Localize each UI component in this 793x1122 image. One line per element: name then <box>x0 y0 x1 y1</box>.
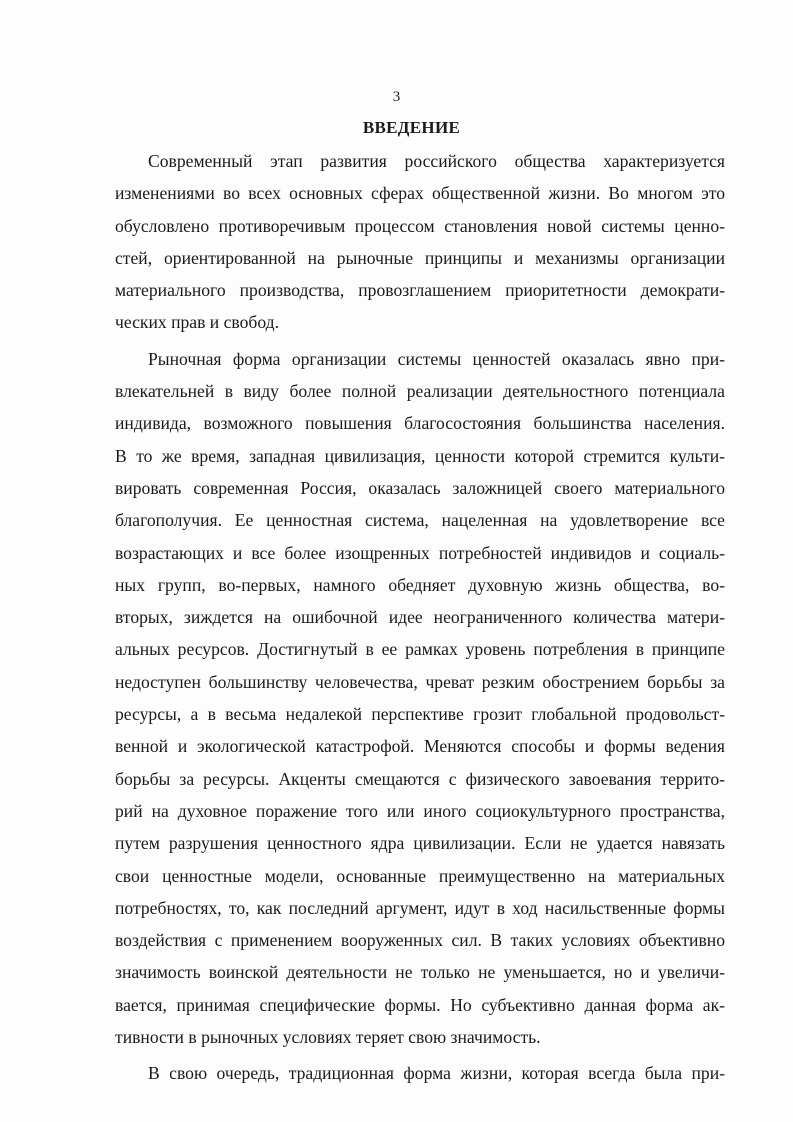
text-line: ресурсы, а в весьма недалекой перспективе грозит глобальной продовольст- <box>115 704 725 725</box>
text-line: свои ценностные модели, основанные преимущественно на материальных <box>115 865 725 886</box>
paragraph-3 <box>115 1059 725 1091</box>
text-line: потребностях, то, как последний аргумент, идут в ход насильственные формы <box>115 897 725 918</box>
text-line: вировать современная Россия, оказалась заложницей своего материального <box>115 477 725 498</box>
text-line: ческих прав и свобод. <box>115 312 279 333</box>
text-line: ных групп, во-первых, намного обедняет духовную жизнь общества, во- <box>115 574 725 595</box>
text-line: вается, принимая специфические формы. Но субъективно данная форма ак- <box>115 994 725 1015</box>
paragraph-2 <box>115 345 725 1056</box>
page-number: 3 <box>392 89 401 105</box>
text-line: тивности в рыночных условиях теряет свою значимость. <box>115 1027 541 1048</box>
text-line: индивида, возможного повышения благосостояния большинства населения. <box>115 413 725 434</box>
text-line: рий на духовное поражение того или иного социокультурного пространства, <box>115 800 725 821</box>
body-text <box>115 147 725 1092</box>
text-line: Современный этап развития российского общества характеризуется <box>148 151 725 171</box>
text-line: изменениями во всех основных сферах общественной жизни. Во многом это <box>115 183 725 204</box>
text-line: обусловлено противоречивым процессом становления новой системы ценно- <box>115 215 725 236</box>
text-line: венной и экологической катастрофой. Меняются способы и формы ведения <box>115 736 725 757</box>
text-line: значимость воинской деятельности не только не уменьшается, но и увеличи- <box>115 962 725 983</box>
text-line: В свою очередь, традиционная форма жизни, которая всегда была при- <box>148 1063 725 1084</box>
text-line: влекательней в виду более полной реализации деятельностного потенциала <box>115 381 725 402</box>
text-line: недоступен большинству человечества, чреват резким обострением борьбы за <box>115 671 725 692</box>
text-line: вторых, зиждется на ошибочной идее неограниченного количества матери- <box>115 607 725 628</box>
text-line: стей, ориентированной на рыночные принципы и механизмы организации <box>115 247 725 268</box>
text-line: материального производства, провозглашением приоритетности демократи- <box>115 280 725 301</box>
text-line: альных ресурсов. Достигнутый в ее рамках уровень потребления в принципе <box>115 639 725 660</box>
paragraph-1 <box>115 147 725 341</box>
section-heading: ВВЕДЕНИЕ <box>362 118 461 137</box>
text-line: благополучия. Ее ценностная система, нацеленная на удовлетворение все <box>115 510 725 531</box>
text-line: возрастающих и все более изощренных потребностей индивидов и социаль- <box>115 542 725 563</box>
text-line: борьбы за ресурсы. Акценты смещаются с физического завоевания террито- <box>115 768 725 789</box>
text-line: Рыночная форма организации системы ценностей оказалась явно при- <box>148 348 725 369</box>
text-line: В то же время, западная цивилизация, ценности которой стремится культи- <box>115 445 725 466</box>
text-line: воздействия с применением вооруженных сил. В таких условиях объективно <box>115 930 725 951</box>
text-line: путем разрушения ценностного ядра цивилизации. Если не удается навязать <box>115 833 725 854</box>
